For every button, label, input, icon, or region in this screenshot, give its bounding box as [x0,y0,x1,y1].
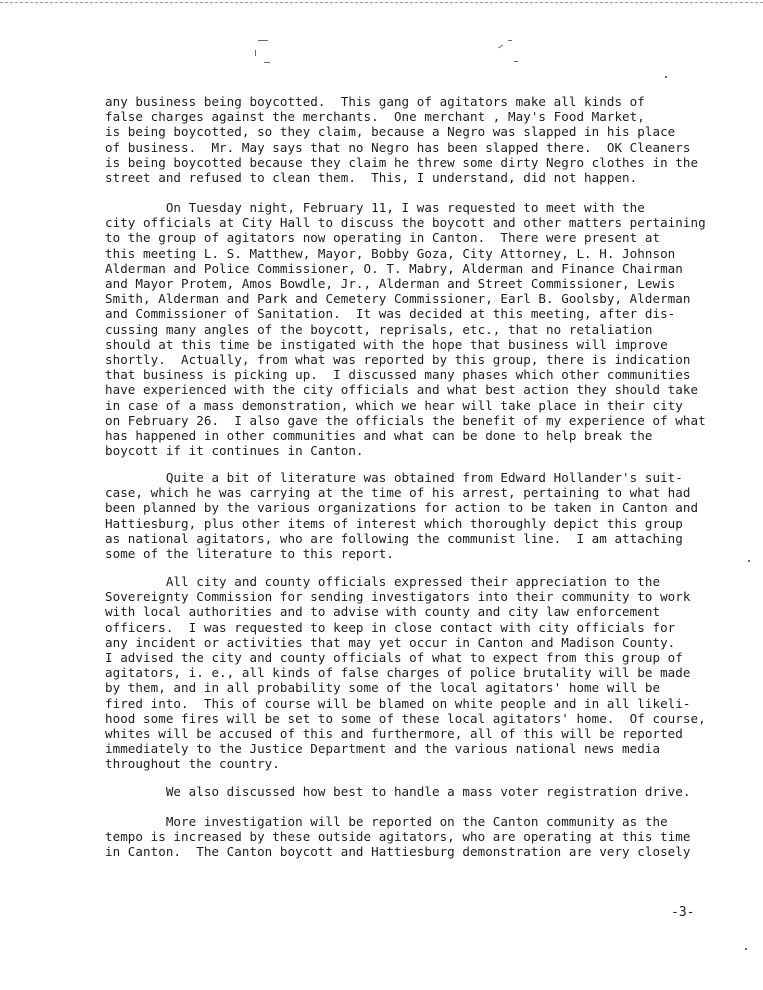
text-line: throughout the country. [105,756,280,772]
text-line: Smith, Alderman and Park and Cemetery Commissioner, Earl B. Goolsby, Alderman [105,291,691,307]
scan-mark [514,61,518,62]
text-line: Alderman and Police Commissioner, O. T. Mabry, Alderman and Finance Chairman [105,260,683,276]
text-line: false charges against the merchants. One merchant , May's Food Market, [105,109,645,125]
scan-mark [255,50,256,56]
text-line: cussing many angles of the boycott, reprisals, etc., that no retaliation [105,321,653,337]
paragraph-3 [105,470,705,561]
text-line: whites will be accused of this and furthermore, all of this will be reported [105,726,683,742]
text-line: have experienced with the city officials and what best action they should take [105,382,699,398]
text-line: boycott if it continues in Canton. [105,443,364,459]
text-line: in case of a mass demonstration, which we hear will take place in their city [105,397,683,413]
text-line: agitators, i. e., all kinds of false charges of police brutality will be made [105,665,691,681]
text-line: of business. Mr. May says that no Negro has been slapped there. OK Cleaners [105,139,691,155]
scan-mark [748,560,750,562]
text-line: this meeting L. S. Matthew, Mayor, Bobby Goza, City Attorney, L. H. Johnson [105,245,676,261]
text-line: that business is picking up. I discussed many phases which other communities [105,367,691,383]
text-line: I advised the city and county officials of what to expect from this group of [105,650,683,666]
scan-mark [264,62,270,63]
text-line: any business being boycotted. This gang of agitators make all kinds of [105,94,645,109]
text-line: hood some fires will be set to some of these local agitators' home. Of course, [105,710,706,726]
text-line: and Mayor Protem, Amos Bowdle, Jr., Alderman and Street Commissioner, Lewis [105,276,676,292]
text-line: street and refused to clean them. This, I understand, did not happen. [105,170,638,186]
text-line: Hattiesburg, plus other items of interest which thoroughly depict this group [105,515,683,531]
text-line: officers. I was requested to keep in close contact with city officials for [105,619,676,635]
scan-mark [508,40,512,41]
paragraph-5 [105,784,705,799]
paragraph-1 [105,94,705,185]
scan-mark [745,948,747,950]
text-line: as national agitators, who are following the communist line. I am attaching [105,530,683,546]
text-line: tempo is increased by these outside agitators, who are operating at this time [105,829,691,845]
text-line: All city and county officials expressed their appreciation to the [105,574,661,589]
text-line: More investigation will be reported on the Canton community as the [105,814,668,829]
text-line: is being boycotted, so they claim, because a Negro was slapped in his place [105,124,676,140]
text-line: should at this time be instigated with the hope that business will improve [105,336,668,352]
text-line: We also discussed how best to handle a mass voter registration drive. [105,784,691,799]
text-line: by them, and in all probability some of the local agitators' home will be [105,680,661,696]
scan-mark [258,40,268,41]
text-line: On Tuesday night, February 11, I was requested to meet with the [105,200,645,215]
text-line: Sovereignty Commission for sending investigators into their community to work [105,589,691,605]
text-line: to the group of agitators now operating in Canton. There were present at [105,230,661,246]
paragraph-2 [105,200,705,458]
paragraph-6 [105,814,705,860]
text-line: immediately to the Justice Department and the various national news media [105,741,661,757]
scan-mark [498,45,503,49]
text-line: has happened in other communities and what can be done to help break the [105,428,653,444]
text-line: been planned by the various organizations for action to be taken in Canton and [105,500,699,516]
paragraph-4 [105,574,705,772]
page-number: -3- [671,905,695,920]
text-line: is being boycotted because they claim he threw some dirty Negro clothes in the [105,154,699,170]
text-line: case, which he was carrying at the time of his arrest, pertaining to what had [105,485,691,501]
top-edge-dashed-rule [0,2,763,3]
scan-mark [665,76,667,78]
text-line: fired into. This of course will be blamed on white people and in all likeli- [105,695,691,711]
text-line: in Canton. The Canton boycott and Hattiesburg demonstration are very closely [105,844,691,860]
text-line: any incident or activities that may yet occur in Canton and Madison County. [105,634,676,650]
text-line: shortly. Actually, from what was reported by this group, there is indication [105,352,691,368]
text-line: and Commissioner of Sanitation. It was decided at this meeting, after dis- [105,306,676,322]
text-line: Quite a bit of literature was obtained from Edward Hollander's suit- [105,470,683,485]
text-line: on February 26. I also gave the officials the benefit of my experience of what [105,412,706,428]
text-line: some of the literature to this report. [105,546,394,562]
text-line: with local authorities and to advise with county and city law enforcement [105,604,661,620]
text-line: city officials at City Hall to discuss the boycott and other matters pertaining [105,215,706,231]
